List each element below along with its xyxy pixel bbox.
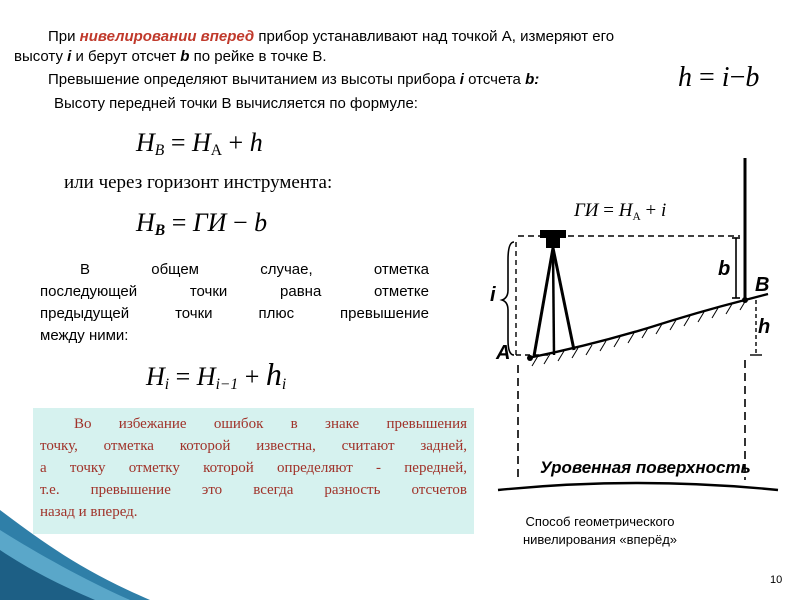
diagram-caption [490,513,710,549]
formula-subscript: A [210,142,223,159]
intro-text: высоту [14,48,68,65]
intro-text: При [48,28,80,45]
formula-symbol: + [645,200,657,221]
note-line: назад и вперед. [40,504,138,520]
formula-subscript: B [154,142,165,159]
intro-text: и берут отсчет [71,48,181,65]
intro-line-2 [14,47,774,67]
var-i: i [67,48,72,65]
emphasis-term: нивелировании вперед [79,28,255,45]
formula-symbol: i [721,62,730,93]
formula-subscript: i [164,376,170,393]
formula-symbol: b [254,208,268,237]
formula-symbol: h [249,128,263,157]
intro-text: по рейке в точке В. [189,48,327,65]
formula-symbol: = [603,200,614,221]
caption-line: Способ геометрического [525,514,675,529]
formula-subscript: i [281,376,287,393]
page-number: 10 [770,574,783,586]
formula-symbol: H [146,362,165,391]
label-b: b [718,258,731,280]
note-line: точку, отметка которой известна, считают задней, [40,438,467,454]
formula-symbol: = [699,62,715,93]
intro-text: Превышение определяют вычитанием из высоты прибора [48,71,460,88]
diagram-formula [574,200,666,223]
formula-symbol: = [171,208,187,237]
note-line: т.е. превышение это всегда разность отсчетов [40,482,467,498]
formula-subscript: B [154,222,166,239]
level-surface-label: Уровенная поверхность [540,458,751,477]
note-box [33,408,474,534]
formula-h [678,62,759,94]
caption-line: нивелирования «вперёд» [522,532,678,547]
intro-text: отсчета [463,71,526,88]
var-b: b: [525,71,540,88]
formula-symbol: i [660,200,667,221]
formula-symbol: H [136,128,155,157]
general-line: В общем случае, отметка [80,261,429,278]
formula-symbol: + [228,128,244,157]
intro-text: прибор устанавливают над точкой А, измеряют его [254,28,615,45]
general-line: между ними: [40,327,129,344]
label-A: A [496,342,511,364]
formula-subscript: i−1 [215,376,239,393]
var-b: b [180,48,190,65]
note-line: а точку отметку которой определяют - передней, [40,460,467,476]
formula-symbol: H [191,128,211,157]
formula-symbol: H [618,200,633,221]
formula-symbol: ГИ [574,200,599,221]
general-paragraph [40,259,429,347]
var-i: i [459,71,464,88]
intro-line-3 [48,70,668,90]
formula-symbol: H [196,362,216,391]
intro-line-1 [48,27,774,47]
general-line: предыдущей точки плюс превышение [40,305,429,322]
formula-symbol: h [678,62,692,93]
note-line: Во избежание ошибок в знаке превышения [74,416,467,432]
formula-subscript: A [632,211,641,223]
label-i: i [490,284,496,306]
formula-symbol: − [729,62,746,93]
formula-symbol: H [136,208,155,237]
formula-symbol: b [745,62,760,93]
intro-line-4: Высоту передней точки В вычисляется по формуле: [54,95,418,112]
formula-symbol: h [265,356,282,392]
formula-symbol: ГИ [192,208,227,237]
formula-symbol: − [232,208,248,237]
formula-hb-gi [136,208,267,240]
formula-symbol: + [244,362,260,391]
formula-hi [146,356,286,394]
label-B: B [755,274,770,296]
horizon-text: или через горизонт инструмента: [64,172,333,193]
general-line: последующей точки равна отметке [40,283,429,300]
leveling-diagram [488,150,788,500]
formula-symbol: = [170,128,186,157]
label-h: h [758,316,771,338]
formula-hb-ha [136,128,263,160]
formula-symbol: = [175,362,191,391]
